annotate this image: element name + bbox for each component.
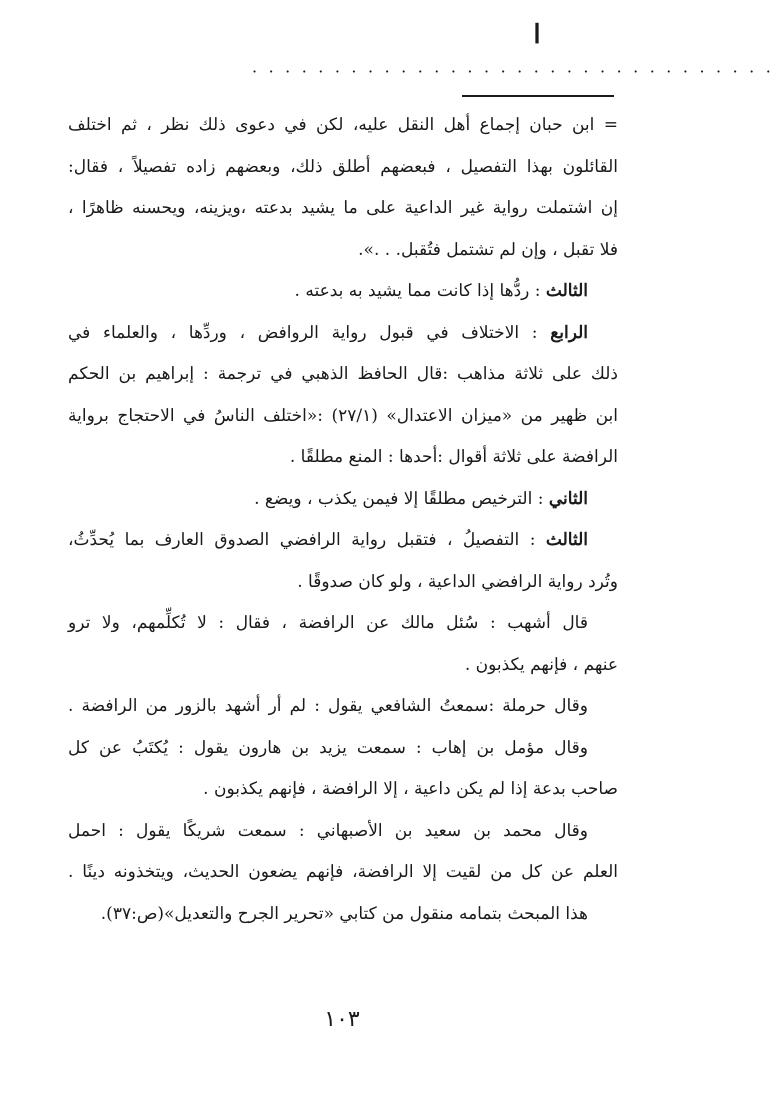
text-line: القائلون بهذا التفصيل ، فبعضهم أطلق ذلك، وبعضهم زاده تفصيلاً ، فقال: xyxy=(68,156,618,177)
line-lead: الثالث xyxy=(545,281,588,301)
text-line: وقال مؤمل بن إهاب : سمعت يزيد بن هارون يقول : يُكتَبُ عن كل xyxy=(68,737,588,758)
text-line: الثالث : التفصيلُ ، فتقبل رواية الرافضي الصدوق العارف بما يُحدِّثُ، xyxy=(68,530,588,550)
text-line: وقال محمد بن سعيد بن الأصبهاني : سمعت شريكًا يقول : احمل xyxy=(68,820,588,841)
dotted-separator: · · · · · · · · · · · · · · · · · · · · · · · · · · · · · · · · xyxy=(252,62,774,81)
footnote-rule xyxy=(462,95,614,97)
text-line: الثالث : ردُّها إذا كانت مما يشيد به بدعته . xyxy=(294,281,588,301)
text-line: فلا تقبل ، وإن لم تشتمل فتُقبل. . .». xyxy=(358,239,618,260)
line-lead: الثاني xyxy=(548,488,588,509)
running-header-mark: ا xyxy=(533,20,541,50)
text-line: قال أشهب : سُئل مالك عن الرافضة ، فقال : لا تُكلِّمهم، ولا ترو xyxy=(68,613,588,633)
text-line: هذا المبحث بتمامه منقول من كتابي «تحرير الجرح والتعديل»(ص:٣٧). xyxy=(100,903,588,924)
text-line: = ابن حبان إجماع أهل النقل عليه، لكن في دعوى ذلك نظر ، ثم اختلف xyxy=(68,115,618,135)
text-line: وتُرد رواية الرافضي الداعية ، ولو كان صدوقًا . xyxy=(297,571,618,592)
text-line: الرابع : الاختلاف في قبول رواية الروافض ، وردِّها ، والعلماء في xyxy=(68,322,588,343)
text-line: ذلك على ثلاثة مذاهب :قال الحافظ الذهبي في ترجمة : إبراهيم بن الحكم xyxy=(68,364,618,384)
text-line: صاحب بدعة إذا لم يكن داعية ، إلا الرافضة ، فإنهم يكذبون . xyxy=(203,779,618,799)
footnote-body xyxy=(68,105,618,935)
line-lead: الرابع xyxy=(550,322,588,343)
text-line: الرافضة على ثلاثة أقوال :أحدها : المنع مطلقًا . xyxy=(289,447,618,467)
page-number: ١٠٣ xyxy=(324,1007,360,1032)
text-line: الثاني : الترخيص مطلقًا إلا فيمن يكذب ، ويضع . xyxy=(254,488,588,509)
text-line: عنهم ، فإنهم يكذبون . xyxy=(464,654,618,675)
text-line: وقال حرملة :سمعتُ الشافعي يقول : لم أر أشهد بالزور من الرافضة . xyxy=(68,696,588,716)
text-line: إن اشتملت رواية غير الداعية على ما يشيد بدعته ،ويزينه، ويحسنه ظاهرًا ، xyxy=(68,198,618,218)
text-line: ابن ظهير من «ميزان الاعتدال» (٢٧/١) :«اختلف الناسُ في الاحتجاج برواية xyxy=(68,405,618,426)
line-lead: الثالث xyxy=(545,530,588,550)
text-line: العلم عن كل من لقيت إلا الرافضة، فإنهم يضعون الحديث، ويتخذونه دينًا . xyxy=(68,862,618,882)
